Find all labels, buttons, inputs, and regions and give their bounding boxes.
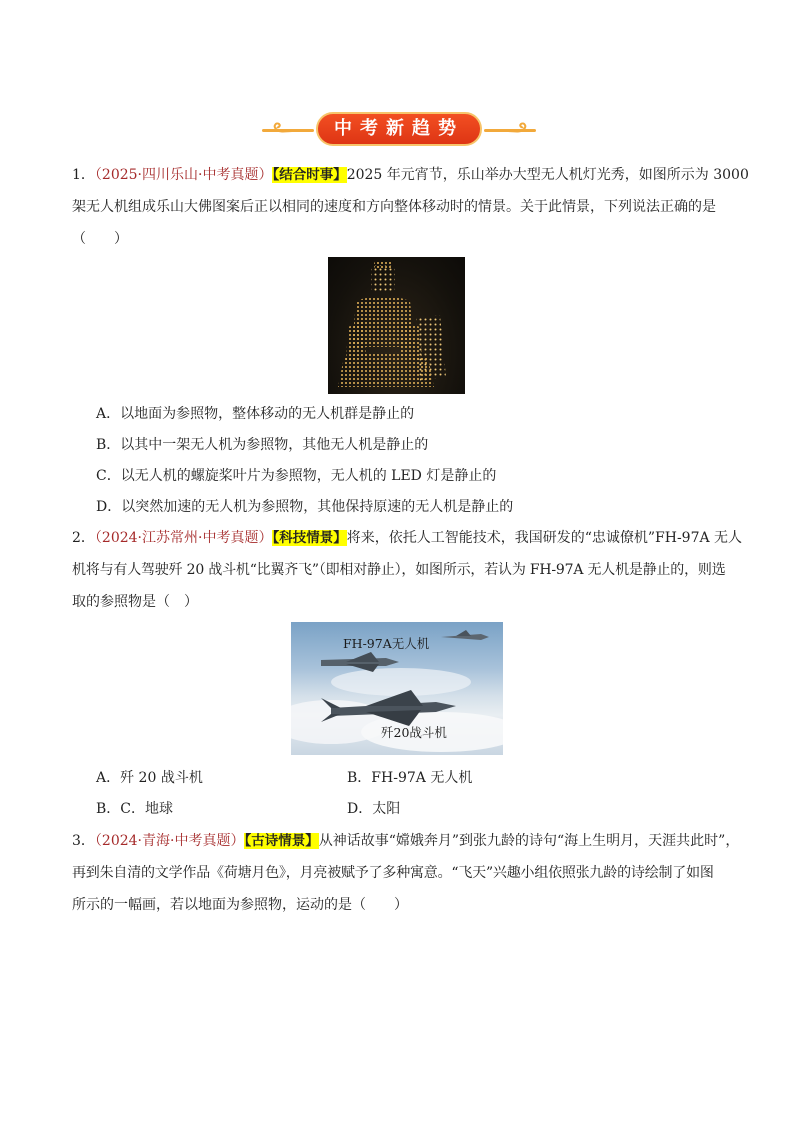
option-c: B．C．地球 — [96, 801, 173, 817]
question-tag: 【古诗情景】 — [244, 833, 319, 849]
section-banner — [0, 112, 794, 148]
image-label-drone: FH-97A无人机 — [343, 636, 430, 651]
question-2-line-1 — [72, 522, 743, 554]
drone-buddha-image — [328, 257, 465, 394]
option-a: A．歼 20 战斗机 — [96, 770, 203, 786]
question-3-line-1 — [72, 825, 740, 857]
question-tag: 【科技情景】 — [272, 530, 347, 546]
section-title: 中考新趋势 — [316, 112, 482, 146]
question-number: 3． — [72, 833, 95, 849]
option-b: B．以其中一架无人机为参照物，其他无人机是静止的 — [96, 437, 429, 453]
question-source: （2024·江苏常州·中考真题） — [94, 530, 273, 546]
option-c: C．以无人机的螺旋桨叶片为参照物，无人机的 LED 灯是静止的 — [96, 468, 497, 484]
question-3-line-3: 所示的一幅画，若以地面为参照物，运动的是（ ） — [72, 897, 408, 913]
fighter-jets-image — [291, 622, 503, 755]
option-d: D．太阳 — [347, 801, 401, 817]
question-1-line-3: （ ） — [72, 231, 128, 247]
question-source: （2025·四川乐山·中考真题） — [94, 167, 273, 183]
image-label-fighter: 歼20战斗机 — [381, 725, 447, 740]
question-2 — [72, 522, 743, 618]
decorative-swirl-icon — [506, 119, 532, 139]
question-1-line-1 — [72, 159, 749, 191]
question-number: 2． — [72, 530, 95, 546]
question-number: 1． — [72, 167, 95, 183]
question-2-line-2: 机将与有人驾驶歼 20 战斗机“比翼齐飞”（即相对静止），如图所示，若认为 FH-97A 无人机是静止的，则选 — [72, 562, 726, 578]
question-tag: 【结合时事】 — [272, 167, 347, 183]
option-a: A．以地面为参照物，整体移动的无人机群是静止的 — [96, 406, 415, 422]
option-d: D．以突然加速的无人机为参照物，其他保持原速的无人机是静止的 — [96, 499, 514, 515]
question-text: 将来，依托人工智能技术，我国研发的“忠诚僚机”FH-97A 无人 — [346, 530, 743, 546]
question-text: 2025 年元宵节，乐山举办大型无人机灯光秀，如图所示为 3000 — [346, 167, 749, 183]
drone-buddha-illustration — [328, 257, 465, 394]
question-text: 从神话故事“嫦娥奔月”到张九龄的诗句“海上生明月，天涯共此时”， — [318, 833, 740, 849]
question-3 — [72, 825, 740, 921]
question-1 — [72, 159, 749, 255]
question-source: （2024·青海·中考真题） — [94, 833, 245, 849]
question-1-line-2: 架无人机组成乐山大佛图案后正以相同的速度和方向整体移动时的情景。关于此情景，下列说法正确的是 — [72, 199, 716, 215]
decorative-swirl-icon — [268, 119, 294, 139]
question-2-line-3: 取的参照物是（ ） — [72, 594, 198, 610]
question-3-line-2: 再到朱自清的文学作品《荷塘月色》，月亮被赋予了多种寓意。“飞天”兴趣小组依照张九龄的诗绘制了如图 — [72, 865, 714, 881]
option-b: B．FH-97A 无人机 — [347, 770, 473, 786]
